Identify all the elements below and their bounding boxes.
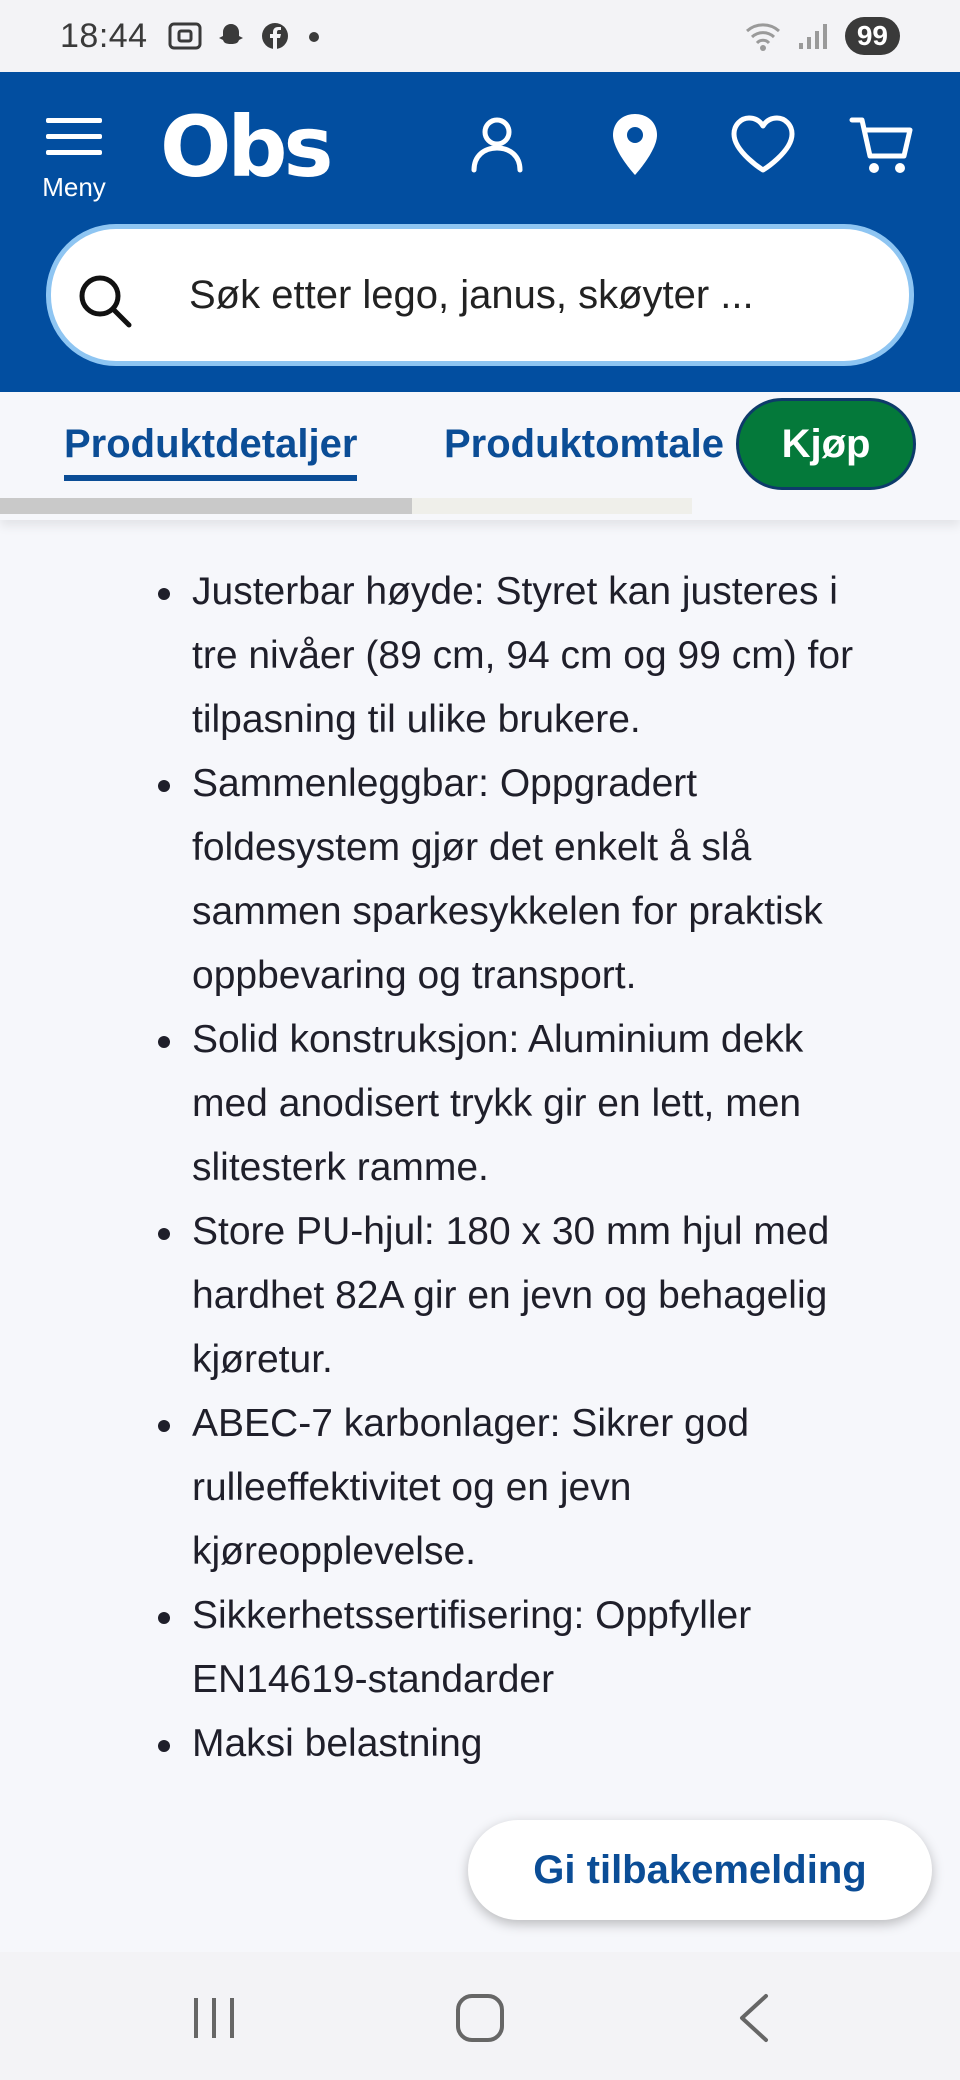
status-bar: [0, 0, 960, 72]
tab-produktdetaljer[interactable]: Produktdetaljer: [64, 422, 358, 466]
list-item: ABEC-7 karbonlager: Sikrer god rulleeffektivitet og en jevn kjøreopplevelse.: [150, 1392, 870, 1584]
facebook-icon: [260, 21, 290, 51]
list-item: Sammenleggbar: Oppgradert foldesystem gjør det enkelt å slå sammen sparkesykkelen for praktisk oppbevaring og transport.: [150, 752, 870, 1008]
feature-list: [150, 560, 870, 1776]
status-right: [743, 17, 900, 55]
obs-logo[interactable]: [160, 98, 330, 196]
system-nav-bar: [0, 1952, 960, 2080]
list-item: Store PU-hjul: 180 x 30 mm hjul med hardhet 82A gir en jevn og behagelig kjøretur.: [150, 1200, 870, 1392]
heart-icon[interactable]: [728, 110, 798, 180]
search-input[interactable]: [189, 263, 889, 327]
recent-apps-icon[interactable]: [184, 1988, 244, 2048]
home-icon[interactable]: [450, 1988, 510, 2048]
menu-label: Meny: [42, 172, 106, 202]
battery-badge: 99: [845, 17, 900, 55]
menu-button[interactable]: [36, 112, 112, 202]
snapchat-icon: [216, 21, 246, 51]
location-pin-icon[interactable]: [600, 110, 670, 180]
list-item: Justerbar høyde: Styret kan justeres i tre nivåer (89 cm, 94 cm og 99 cm) for tilpasning til ulike brukere.: [150, 560, 870, 752]
tabs-scroll-thumb[interactable]: [0, 498, 412, 514]
search-icon[interactable]: [75, 271, 135, 331]
tab-produktomtale[interactable]: Produktomtale: [444, 422, 725, 466]
status-time: 18:44: [60, 16, 148, 55]
feedback-button[interactable]: Gi tilbakemelding: [468, 1820, 932, 1920]
hamburger-icon: [42, 112, 106, 162]
dot-icon: [304, 21, 324, 51]
screenshot-icon: [168, 21, 202, 51]
search-bar[interactable]: [46, 224, 914, 366]
product-details-content: [0, 540, 960, 1950]
signal-icon: [797, 21, 831, 51]
logo-text: Obs: [160, 98, 330, 196]
buy-button[interactable]: Kjøp: [736, 398, 916, 490]
site-header: [0, 72, 960, 392]
user-icon[interactable]: [462, 110, 532, 180]
list-item: Solid konstruksjon: Aluminium dekk med anodisert trykk gir en lett, men slitesterk ramme.: [150, 1008, 870, 1200]
back-icon[interactable]: [724, 1988, 784, 2048]
list-item: Sikkerhetssertifisering: Oppfyller EN14619-standarder: [150, 1584, 870, 1712]
list-item: Maksi belastning: [150, 1712, 870, 1776]
product-tabs: [0, 392, 960, 520]
wifi-icon: [743, 19, 783, 53]
cart-icon[interactable]: [848, 110, 918, 180]
notification-icons: [168, 21, 324, 51]
